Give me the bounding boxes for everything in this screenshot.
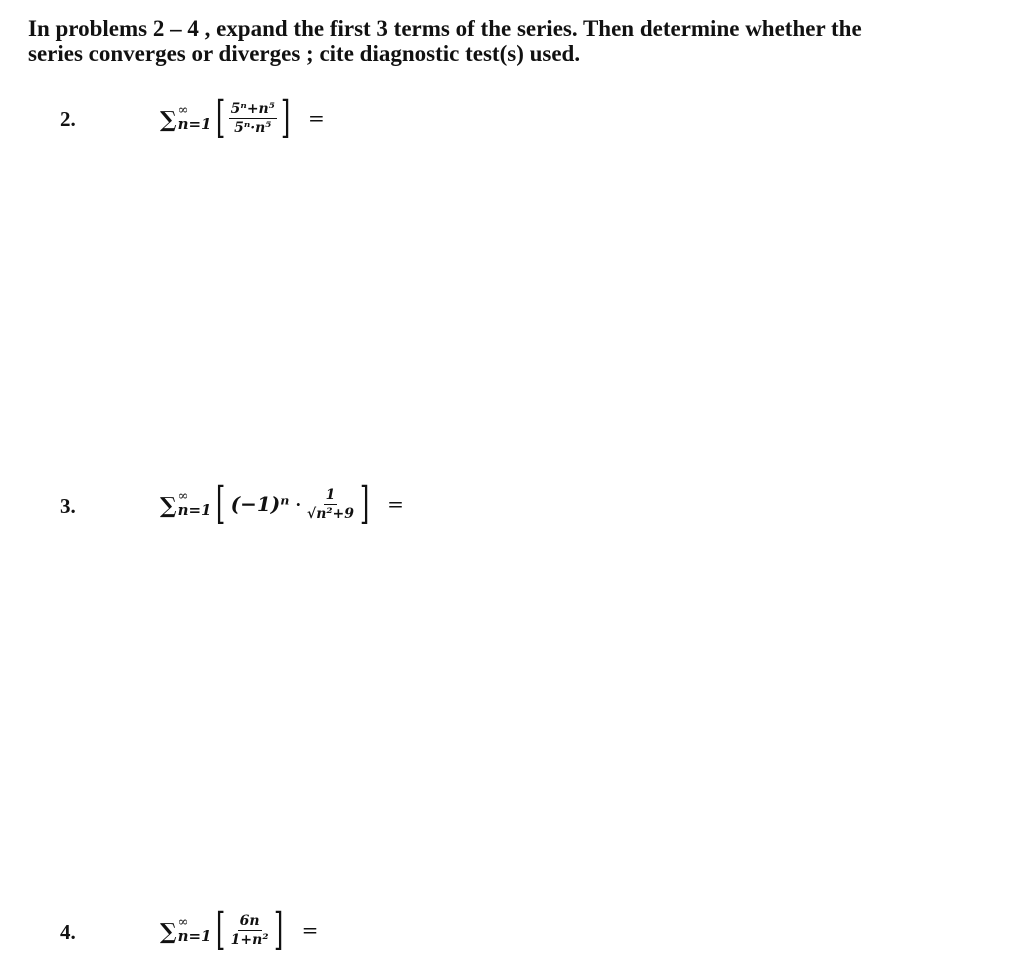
summation xyxy=(160,491,212,517)
summation-limits xyxy=(178,917,212,943)
fraction xyxy=(305,487,356,522)
sigma-symbol: ∑ xyxy=(160,493,177,519)
instructions xyxy=(28,16,988,66)
summation xyxy=(160,105,212,131)
summation-limits xyxy=(178,491,212,517)
right-bracket: ] xyxy=(274,904,284,955)
fraction xyxy=(229,913,271,948)
problem-3-number: 3. xyxy=(60,494,76,518)
problem-2-number: 2. xyxy=(60,107,76,131)
lower-limit: n=1 xyxy=(177,501,212,519)
left-bracket: [ xyxy=(215,92,225,143)
upper-limit: ∞ xyxy=(177,489,189,504)
alternating-sign: (−1)ⁿ xyxy=(230,492,290,516)
left-bracket: [ xyxy=(215,478,225,529)
instructions-line-2: series converges or diverges ; cite diagnostic test(s) used. xyxy=(28,41,581,66)
problem-4-number: 4. xyxy=(60,920,76,944)
numerator: 6n xyxy=(239,912,260,929)
equals-sign: = xyxy=(308,106,325,130)
numerator: 5ⁿ+n⁵ xyxy=(230,100,275,117)
left-bracket: [ xyxy=(215,904,225,955)
problem-2-expression xyxy=(160,92,325,143)
sigma-symbol: ∑ xyxy=(160,919,177,945)
lower-limit: n=1 xyxy=(177,115,212,133)
problem-3-expression xyxy=(160,478,404,529)
denominator: 5ⁿ·n⁵ xyxy=(234,119,272,136)
upper-limit: ∞ xyxy=(177,915,189,930)
summation xyxy=(160,917,212,943)
right-bracket: ] xyxy=(359,478,370,529)
upper-limit: ∞ xyxy=(177,103,189,118)
problem-4-expression xyxy=(160,904,319,955)
fraction xyxy=(229,101,277,136)
denominator: 1+n² xyxy=(230,931,269,948)
equals-sign: = xyxy=(387,492,404,516)
right-bracket: ] xyxy=(280,92,291,143)
sigma-symbol: ∑ xyxy=(160,107,177,133)
equals-sign: = xyxy=(301,918,319,942)
instructions-line-1: In problems 2 – 4 , expand the first 3 terms of the series. Then determine whether the xyxy=(28,16,862,41)
numerator: 1 xyxy=(325,486,336,503)
multiplication-dot: · xyxy=(295,494,302,514)
denominator: √n²+9 xyxy=(307,505,354,522)
summation-limits xyxy=(178,105,212,131)
lower-limit: n=1 xyxy=(177,927,212,945)
